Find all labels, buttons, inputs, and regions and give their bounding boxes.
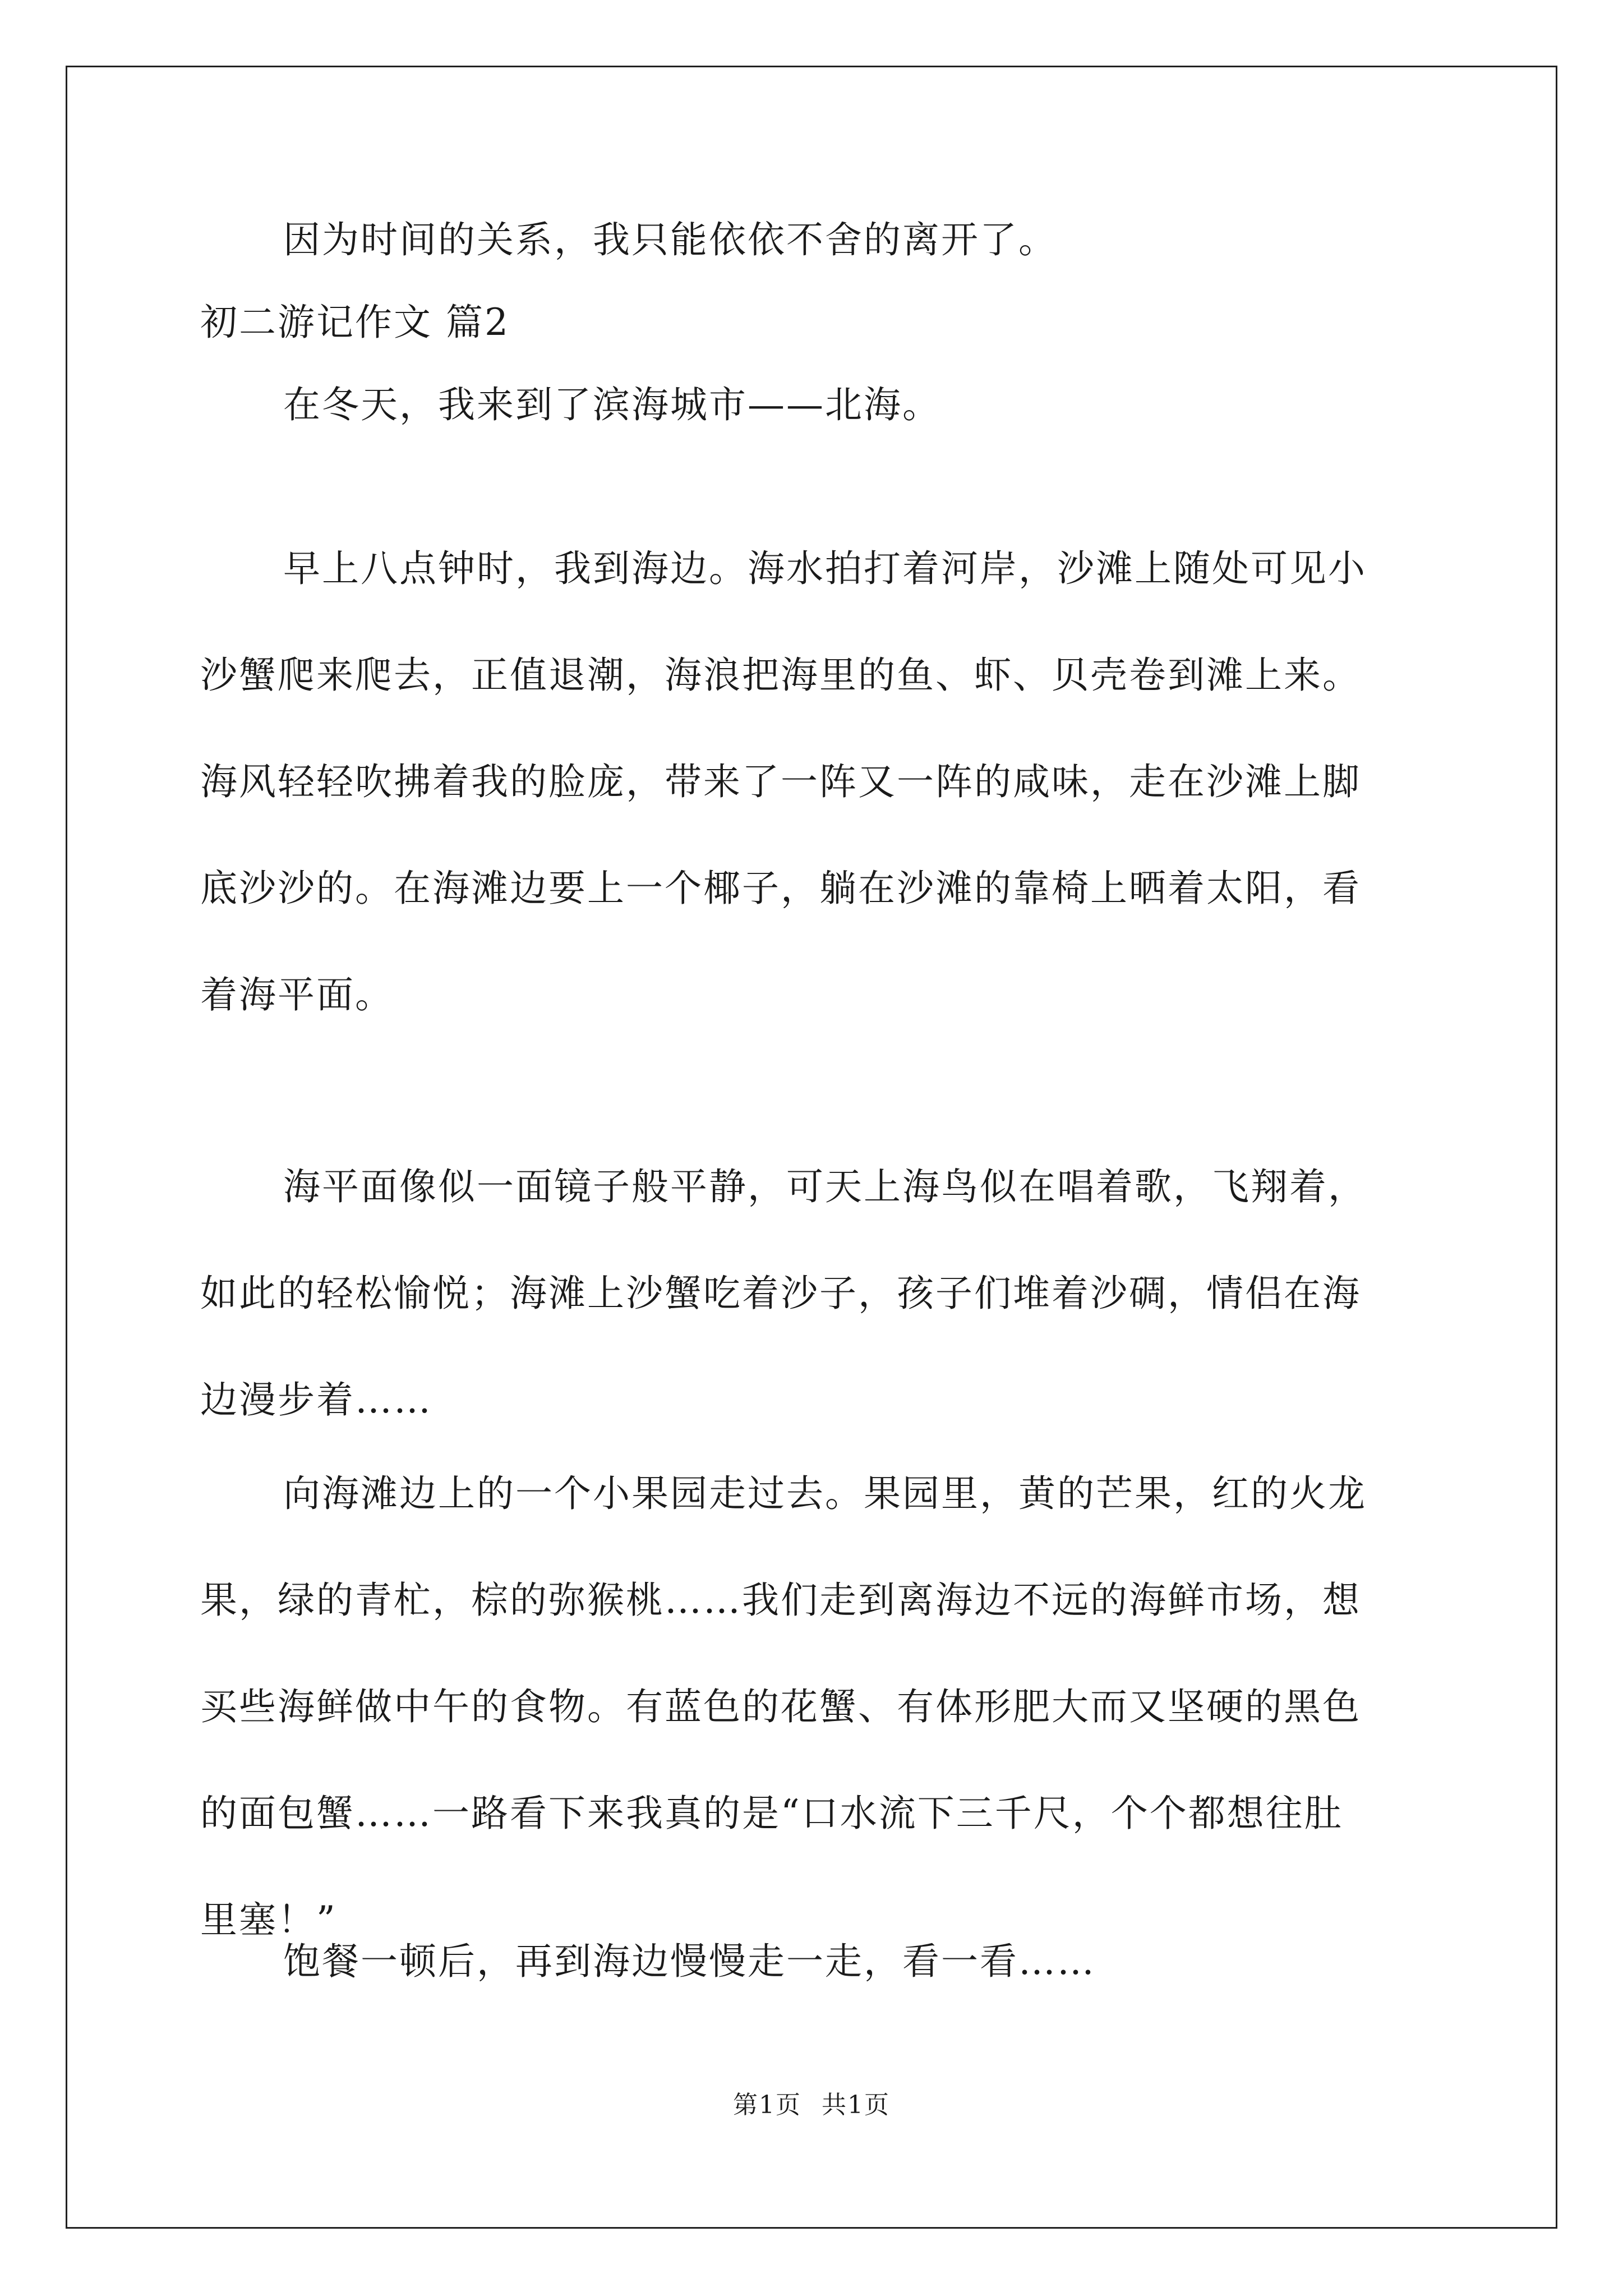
paragraph-line: 如此的轻松愉悦；海滩上沙蟹吃着沙子，孩子们堆着沙碉，情侣在海 (200, 1272, 1361, 1315)
page-number: 第1页 (733, 2091, 801, 2119)
paragraph-4 (200, 1160, 1428, 1427)
paragraph-line: 海平面像似一面镜子般平静，可天上海鸟似在唱着歌，飞翔着， (283, 1165, 1367, 1208)
paragraph-line: 饱餐一顿后，再到海边慢慢走一走，看一看…… (283, 1940, 1096, 1983)
page-footer (0, 2088, 1623, 2122)
paragraph-5 (200, 1467, 1428, 1947)
page-total: 共1页 (822, 2091, 890, 2119)
paragraph-6 (200, 1935, 1428, 1989)
paragraph-line: 向海滩边上的一个小果园走过去。果园里，黄的芒果，红的火龙 (283, 1472, 1367, 1515)
paragraph-line: 的面包蟹……一路看下来我真的是“口水流下三千尺，个个都想往肚 (200, 1792, 1343, 1835)
paragraph-line: 里塞！” (200, 1898, 337, 1941)
section-heading: 初二游记作文 篇2 (200, 301, 510, 344)
paragraph-1: 因为时间的关系，我只能依依不舍的离开了。 (283, 218, 1057, 261)
paragraph-line: 着海平面。 (200, 973, 394, 1016)
paragraph-line: 买些海鲜做中午的食物。有蓝色的花蟹、有体形肥大而又坚硬的黑色 (200, 1685, 1361, 1728)
paragraph-3 (200, 542, 1428, 1022)
paragraph-line: 边漫步着…… (200, 1378, 432, 1421)
paragraph-line: 果，绿的青杧，棕的弥猴桃……我们走到离海边不远的海鲜市场，想 (200, 1579, 1361, 1622)
paragraph-line: 在冬天，我来到了滨海城市——北海。 (283, 383, 941, 426)
paragraph-line: 沙蟹爬来爬去，正值退潮，海浪把海里的鱼、虾、贝壳卷到滩上来。 (200, 654, 1361, 697)
paragraph-2 (200, 378, 1428, 432)
paragraph-line: 海风轻轻吹拂着我的脸庞，带来了一阵又一阵的咸味，走在沙滩上脚 (200, 760, 1361, 803)
paragraph-line: 底沙沙的。在海滩边要上一个椰子，躺在沙滩的靠椅上晒着太阳，看 (200, 867, 1361, 910)
paragraph-line: 早上八点钟时，我到海边。海水拍打着河岸，沙滩上随处可见小 (283, 547, 1367, 590)
